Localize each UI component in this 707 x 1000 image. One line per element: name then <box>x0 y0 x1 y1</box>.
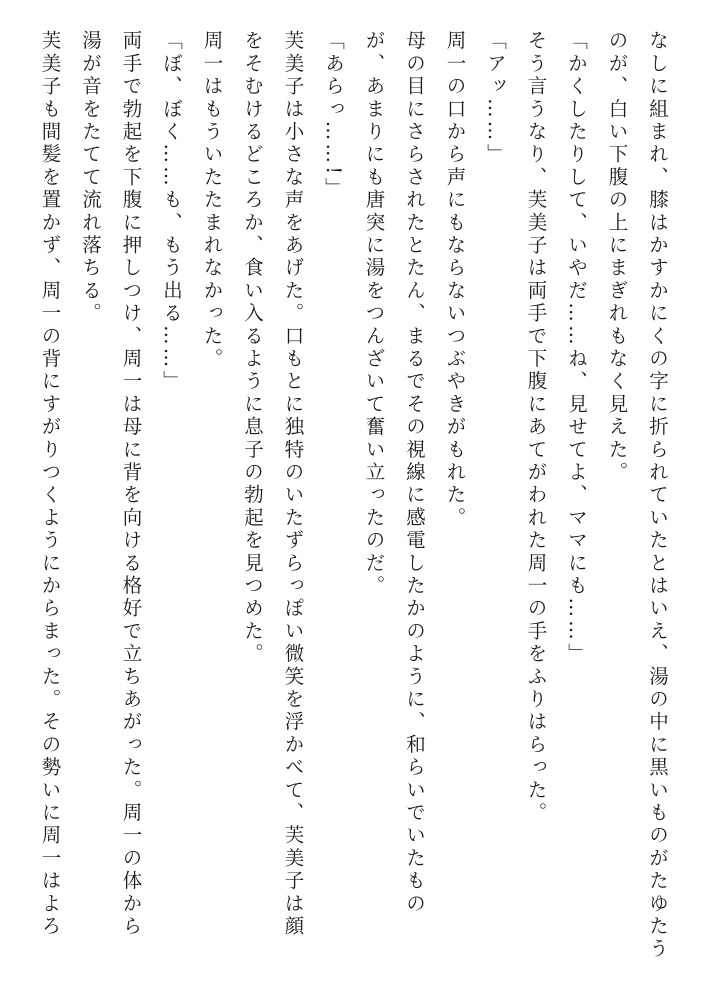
text-line: 周一の口から声にもならないつぶやきがもれた。 <box>443 30 467 530</box>
text-line: 「あらっ……!」 <box>322 30 345 200</box>
text-line: が、あまりにも唐突に湯をつんざいて奮い立ったのだ。 <box>362 30 386 598</box>
text-line: 芙美子は小さな声をあげた。口もとに独特のいたずらっぽい微笑を浮かべて、芙美子は顔 <box>281 30 305 938</box>
text-line: 芙美子も間髪を置かず、周一の背にすがりつくようにからまった。その勢いに周一はよろ <box>38 30 62 938</box>
text-line: をそむけるどころか、食い入るように息子の勃起を見つめた。 <box>241 30 264 666</box>
text-line: のが、白い下腹の上にまぎれもなく見えた。 <box>605 30 629 484</box>
text-line: 「ぼ、ぼく……も、もう出る……」 <box>160 30 183 394</box>
text-line: 「アッ……」 <box>484 30 507 167</box>
text-line: 湯が音をたてて流れ落ちる。 <box>79 30 102 326</box>
text-line: 両手で勃起を下腹に押しつけ、周一は母に背を向ける格好で立ちあがった。周一の体から <box>119 30 143 939</box>
text-line: 「かくしたりして、いやだ……ね、見せてよ、ママにも……」 <box>565 30 588 666</box>
text-line: なしに組まれ、膝はかすかにくの字に折られていたとはいえ、湯の中に黒いものがたゆたう <box>646 30 669 961</box>
text-line: 母の目にさらされたとたん、まるでその視線に感電したかのように、和らいでいたもの <box>403 30 426 916</box>
vertical-text-block <box>29 30 677 980</box>
text-line: そう言うなり、芙美子は両手で下腹にあてがわれた周一の手をふりはらった。 <box>524 30 548 825</box>
text-line: 周一はもういたたまれなかった。 <box>200 30 224 371</box>
